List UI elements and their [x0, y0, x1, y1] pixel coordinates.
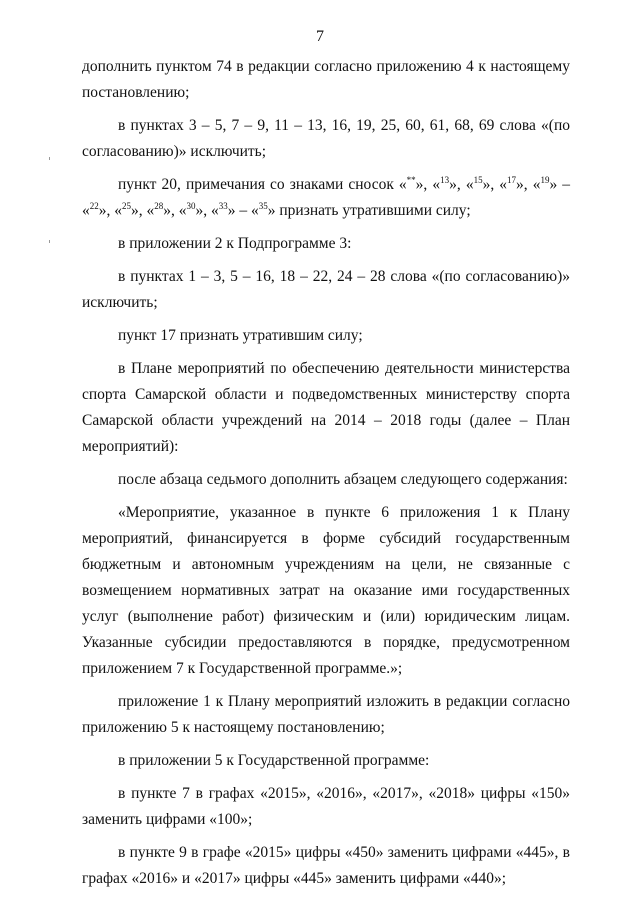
paragraph-items-exclude-2: в пунктах 1 – 3, 5 – 16, 18 – 22, 24 – 28 слова «(по согласованию)» исключить;	[82, 268, 570, 311]
paragraph-appendix-1-plan: приложение 1 к Плану мероприятий изложить в редакции согласно приложению 5 к настоящему постановлению;	[82, 693, 570, 736]
paragraph-add-item-74: дополнить пунктом 74 в редакции согласно приложению 4 к настоящему постановлению;	[82, 58, 570, 101]
paragraph-after-seventh: после абзаца седьмого дополнить абзацем следующего содержания:	[118, 471, 568, 488]
paragraph-item-7: в пункте 7 в графах «2015», «2016», «2017», «2018» цифры «150» заменить цифрами «100»;	[82, 785, 570, 828]
paragraph-footnotes: пункт 20, примечания со знаками сносок «**», «$^{13}$», «$^{15}$», «$^{17}$», «$^{19}$» – «$^{22}$», «$^{25}$», «$^{28}$», «$^{30}$», «$^{33}$» – «$^{35}$» признать утратившими силу;	[82, 174, 571, 219]
paragraph-item-17: пункт 17 признать утратившим силу;	[118, 327, 363, 344]
paragraph-quoted-text: «Мероприятие, указанное в пункте 6 приложения 1 к Плану мероприятий, финансируется в форме субсидий государственным бюджетным и автономным учреждениям на цели, не связанные с возмещением нормативных затрат на оказание ими государственных услуг (выполнение работ) физическим и (или) юридическим лицам. Указанные субсидии предоставляются в порядке, предусмотренном приложением 7 к Государственной программе.»;	[82, 504, 570, 677]
margin-mark	[49, 240, 50, 243]
paragraph-plan-heading: в Плане мероприятий по обеспечению деятельности министерства спорта Самарской области и подведомственных министерству спорта Самарской области учреждений на 2014 – 2018 годы (далее – План мероприятий):	[82, 360, 570, 455]
paragraph-items-exclude: в пунктах 3 – 5, 7 – 9, 11 – 13, 16, 19, 25, 60, 61, 68, 69 слова «(по согласованию)» исключить;	[82, 117, 570, 160]
paragraph-item-9: в пункте 9 в графе «2015» цифры «450» заменить цифрами «445», в графах «2016» и «2017» цифры «445» заменить цифрами «440»;	[82, 844, 570, 887]
page-number: 7	[316, 28, 324, 45]
margin-mark	[49, 157, 50, 160]
paragraph-appendix-2-heading: в приложении 2 к Подпрограмме 3:	[118, 235, 352, 252]
document-body	[82, 54, 570, 899]
paragraph-appendix-5-heading: в приложении 5 к Государственной программе:	[118, 752, 430, 769]
